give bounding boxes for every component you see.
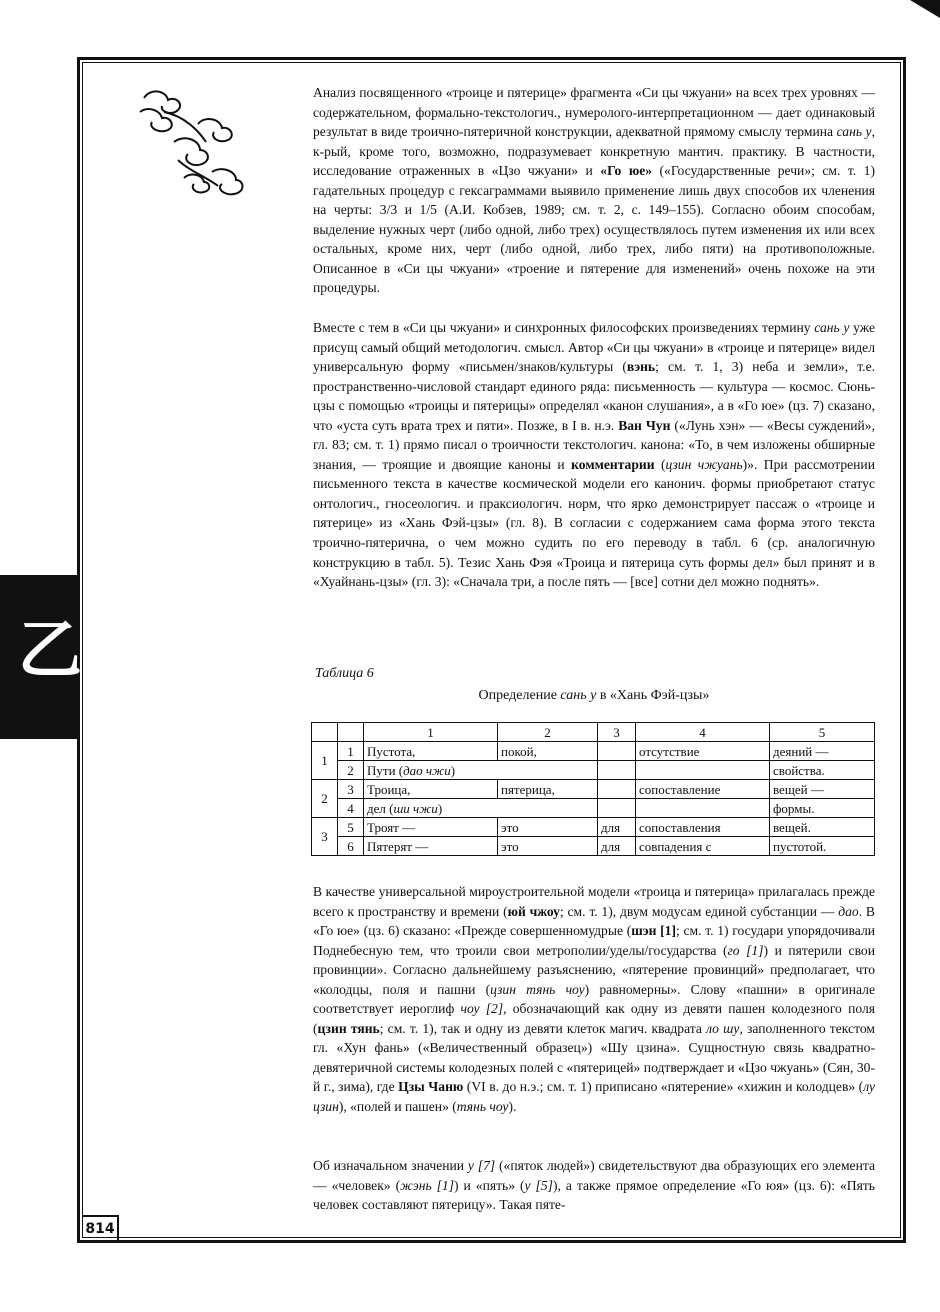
header-cell: 5 (770, 723, 875, 742)
table-cell (598, 799, 636, 818)
row-number: 5 (338, 818, 364, 837)
table-cell: покой, (498, 742, 598, 761)
row-number: 2 (338, 761, 364, 780)
table-cell: вещей — (770, 780, 875, 799)
table-cell (636, 799, 770, 818)
table-cell: формы. (770, 799, 875, 818)
table-cell: совпадения с (636, 837, 770, 856)
table-cell: сопоставление (636, 780, 770, 799)
paragraph-3: В качестве универсальной мироустроительной модели «троица и пятерица» прилагалась прежде всего к пространству и времени (юй чжоу; см. т. 1), двум модусам единой субстанции — дао. В «Го юе» (цз. 6) сказано: «Прежде совершенномудрые (шэн [1]; см. т. 1) государи упорядочивали Поднебесную тем, что троили свои метрополии/уделы/государства (го [1]) и пятерили свои провинции». Согласно дальнейшему разъяснению, «пятерение провинций» предполагает, что «колодцы, поля и пашни (цзин тянь чоу) равномерны». Слову «пашни» в оригинале соответствует иероглиф чоу [2], обозначающий как одну из девяти пашен колодезного поля (цзин тянь; см. т. 1), так и одну из девяти клеток магич. квадрата ло шу, заполненного текстом гл. «Хун фань» («Величественный образец») «Шу цзина». Сущностную связь квадратно-девятеричной системы колодезных полей с «пятерицей» подтверждает и «Цзо чжуань» (Сян, 30-й г., зима), где Цзы Чаню (VI в. до н.э.; см. т. 1) приписано «пятерение» «хижин и колодцев» (лу цзин), «полей и пашен» (тянь чоу). (313, 884, 876, 1115)
row-number: 3 (338, 780, 364, 799)
section-glyph: 乙 (18, 614, 82, 688)
table-cell: это (498, 818, 598, 837)
row-number: 1 (338, 742, 364, 761)
header-cell: 1 (364, 723, 498, 742)
header-cell (312, 723, 338, 742)
table-cell: Пятерят — (364, 837, 498, 856)
table-label: Таблица 6 (315, 666, 374, 681)
section-tab (0, 575, 82, 739)
group-cell: 2 (312, 780, 338, 818)
cloud-ornament-icon (134, 80, 254, 200)
definition-table (311, 722, 875, 856)
row-number: 6 (338, 837, 364, 856)
table-row (312, 742, 875, 761)
table-cell: сопоставления (636, 818, 770, 837)
corner-mark (910, 0, 940, 18)
header-cell: 3 (598, 723, 636, 742)
page-number: 814 (83, 1215, 119, 1241)
table-cell: пятерица, (498, 780, 598, 799)
table-row (312, 780, 875, 799)
paragraph-1: Анализ посвященного «троице и пятерице» фрагмента «Си цы чжуани» на всех трех уровнях — содержательном, формально-текстологич., нумеролого-интерпретационном — дает одинаковый результат в виде троично-пятеричной конструкции, адекватной прямому смыслу термина сань у, к-рый, кроме того, возможно, подразумевает конкретную мантич. практику. В частности, исследование отраженных в «Цзо чжуани» и «Го юе» («Государственные речи»; см. т. 1) гадательных процедур с гексаграммами выявило применение лишь двух способов их членения на черты: 3/3 и 1/5 (А.И. Кобзев, 1989; см. т. 2, с. 149–155). Согласно обоим способам, выделение нужных черт (либо одной, либо трех) осуществлялось путем изменения их или всех остальных, кроме них, черт (либо одной, либо трех, либо пяти) на противоположные. Описанное в «Си цы чжуани» «троение и пятерение для изменений» очень похоже на эти процедуры. (313, 85, 876, 296)
table-cell: свойства. (770, 761, 875, 780)
paragraph-4: Об изначальном значении у [7] («пяток людей») свидетельствуют два образующих его элемента — «человек» (жэнь [1]) и «пять» (у [5]), а также прямое определение «Го юя» (цз. 6): «Пять человек составляют пятерицу». Такая пяте- (313, 1158, 876, 1213)
table-row (312, 761, 875, 780)
table-cell: Троят — (364, 818, 498, 837)
table-cell: вещей. (770, 818, 875, 837)
group-cell: 1 (312, 742, 338, 780)
table-row (312, 837, 875, 856)
table-cell: деяний — (770, 742, 875, 761)
group-cell: 3 (312, 818, 338, 856)
table-cell: Троица, (364, 780, 498, 799)
table-cell: для (598, 837, 636, 856)
table-cell (598, 780, 636, 799)
row-number: 4 (338, 799, 364, 818)
table-cell (598, 742, 636, 761)
paragraph-2: Вместе с тем в «Си цы чжуани» и синхронных философских произведениях термину сань у уже присущ самый общий методологич. смысл. Автор «Си цы чжуани» в «троице и пятерице» видел универсальную форму «письмен/знаков/культуры (вэнь; см. т. 1, 3) неба и земли», т.е. пространственно-числовой стандарт единого ряда: письменность — культура — космос. Сюнь-цзы с помощью «троицы и пятерицы» определял «канон слушания», а в «Го юе» (цз. 7) сказано, что «уста суть врата трех и пяти». Позже, в I в. н.э. Ван Чун («Лунь хэн» — «Весы суждений», гл. 83; см. т. 1) прямо писал о троичности текстологич. канона: «То, в чем изложены обширные знания, — троящие и двоящие каноны и комментарии (цзин чжуань)». При рассмотрении письменного текста в качестве космической модели его канонич. формы приобретают статус онтологич., гносеологич. и праксиологич. норм, что ярко демонстрирует пассаж о «троице и пятерице» из «Хань Фэй-цзы» (гл. 8). В согласии с содержанием сама форма этого текста троично-пятерична, о чем можно судить по его переводу в табл. 6 (ср. аналогичную конструкцию в табл. 5). Тезис Хань Фэя «Троица и пятерица суть формы дел» был принят и в «Хуайнань-цзы» (гл. 3): «Сначала три, а после пять — [все] сотни дел можно поднять». (313, 320, 876, 590)
table-title: Определение сань у в «Хань Фэй-цзы» (478, 688, 710, 703)
table-cell: Пустота, (364, 742, 498, 761)
table-row (312, 799, 875, 818)
table-cell: это (498, 837, 598, 856)
header-cell: 4 (636, 723, 770, 742)
table-cell (636, 761, 770, 780)
table-cell (598, 761, 636, 780)
table-cell: дел (ши чжи) (364, 799, 598, 818)
table-header-row (312, 723, 875, 742)
table-cell: для (598, 818, 636, 837)
table-row (312, 818, 875, 837)
header-cell: 2 (498, 723, 598, 742)
header-cell (338, 723, 364, 742)
table-cell: пустотой. (770, 837, 875, 856)
table-cell: отсутствие (636, 742, 770, 761)
table-cell: Пути (дао чжи) (364, 761, 598, 780)
